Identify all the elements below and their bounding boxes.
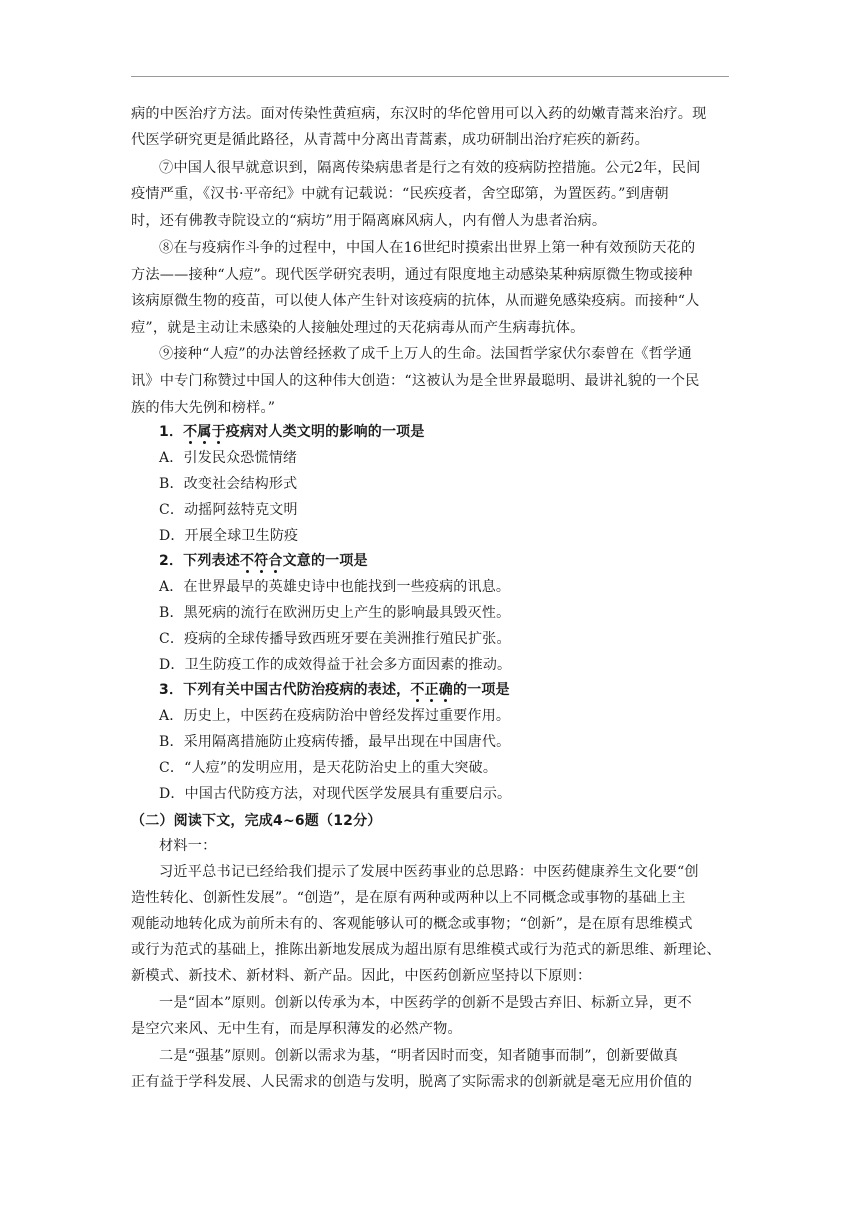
material-line: 新模式、新技术、新材料、新产品。因此，中医药创新应坚持以下原则： <box>131 968 592 984</box>
option-d: D．卫生防疫工作的成效得益于社会多方面因素的推动。 <box>159 657 512 673</box>
passage-line: ⑧在与疫病作斗争的过程中，中国人在16世纪时摸索出世界上第一种有效预防天花的 <box>159 240 696 256</box>
emphasis-char: 不 <box>239 553 255 569</box>
option-c: C．疫病的全球传播导致西班牙要在美洲推行殖民扩张。 <box>159 631 511 647</box>
passage-line: ⑨接种“人痘”的办法曾经拯救了成千上万人的生命。法国哲学家伏尔泰曾在《哲学通 <box>159 346 692 362</box>
option-b: B．改变社会结构形式 <box>159 476 298 492</box>
option-a: A．历史上，中医药在疫病防治中曾经发挥过重要作用。 <box>159 708 511 724</box>
option-d: D．中国古代防疫方法，对现代医学发展具有重要启示。 <box>159 786 512 802</box>
emphasis-char: 符 <box>254 553 269 569</box>
question-text: 文意的一项是 <box>282 553 368 569</box>
passage-line: 疫情严重，《汉书·平帝纪》中就有记载说：“民疾疫者，舍空邸第，为置医药。”到唐朝 <box>131 186 669 202</box>
passage-line: 时，还有佛教寺院设立的“病坊”用于隔离麻风病人，内有僧人为患者治病。 <box>131 213 607 229</box>
passage-line: 方法——接种“人痘”。现代医学研究表明，通过有限度地主动感染某种病原微生物或接种 <box>131 267 693 283</box>
emphasis-char: 合 <box>268 553 283 569</box>
option-d: D．开展全球卫生防疫 <box>159 528 299 544</box>
emphasis-char: 确 <box>438 682 453 698</box>
question-text: 2．下列表述 <box>159 553 240 569</box>
material-line: 是空穴来风、无中生有，而是厚积薄发的必然产物。 <box>131 1021 462 1037</box>
passage-line: 痘”，就是主动让未感染的人接触处理过的天花病毒从而产生病毒抗体。 <box>131 320 585 336</box>
passage-line: ⑦中国人很早就意识到，隔离传染病患者是行之有效的疫病防控措施。公元2年，民间 <box>159 160 701 176</box>
emphasis-char: 于 <box>211 424 226 440</box>
emphasis-char: 属 <box>197 424 212 440</box>
passage-line: 讯》中专门称赞过中国人的这种伟大创造：“这被认为是全世界最聪明、最讲礼貌的一个民 <box>131 373 700 389</box>
material-line: 观能动地转化成为前所未有的、客观能够认可的概念或事物；“创新”，是在原有思维模式 <box>131 916 693 932</box>
material-label: 材料一： <box>159 838 217 854</box>
option-a: A．在世界最早的英雄史诗中也能找到一些疫病的讯息。 <box>159 579 511 595</box>
option-c: C．动摇阿兹特克文明 <box>159 502 298 518</box>
emphasis-char: 不 <box>410 682 425 698</box>
option-b: B．采用隔离措施防止疫病传播，最早出现在中国唐代。 <box>159 734 511 750</box>
material-line: 或行为范式的基础上，推陈出新地发展成为超出原有思维模式或行为范式的新思维、新理论、 <box>131 942 721 958</box>
header-rule <box>131 76 729 77</box>
material-line: 造性转化、创新性发展”。“创造”，是在原有两种或两种以上不同概念或事物的基础上主 <box>131 890 686 906</box>
question-number: 1． <box>159 424 184 440</box>
question-1 <box>159 422 759 442</box>
passage-line: 该病原微生物的疫苗，可以使人体产生针对该疫病的抗体，从而避免感染疫病。而接种“人 <box>131 293 700 309</box>
section-heading: （二）阅读下文，完成4~6题（12分） <box>131 813 382 829</box>
option-c: C．“人痘”的发明应用，是天花防治史上的重大突破。 <box>159 760 498 776</box>
question-text: 的一项是 <box>452 682 510 698</box>
question-text: 3．下列有关中国古代防治疫病的表述， <box>159 682 411 698</box>
option-a: A．引发民众恐慌情绪 <box>159 450 298 466</box>
question-3 <box>159 680 759 700</box>
material-line: 习近平总书记已经给我们提示了发展中医药事业的总思路：中医药健康养生文化要“创 <box>159 864 699 880</box>
question-text: 疫病对人类文明的影响的一项是 <box>225 424 425 440</box>
emphasis-char: 正 <box>424 682 439 698</box>
material-line: 二是“强基”原则。创新以需求为基，“明者因时而变，知者随事而制”，创新要做真 <box>159 1048 678 1064</box>
passage-line: 族的伟大先例和榜样。” <box>131 400 276 416</box>
emphasis-text <box>410 682 453 698</box>
material-line: 一是“固本”原则。创新以传承为本，中医药学的创新不是毁古弃旧、标新立异，更不 <box>159 995 692 1011</box>
passage-line: 代医学研究更是循此路径，从青蒿中分离出青蒿素，成功研制出治疗疟疾的新药。 <box>131 132 649 148</box>
passage-line: 病的中医治疗方法。面对传染性黄疸病，东汉时的华佗曾用可以入药的幼嫩青蒿来治疗。现 <box>131 106 707 122</box>
option-b: B．黑死病的流行在欧洲历史上产生的影响最具毁灭性。 <box>159 605 511 621</box>
question-2 <box>159 551 759 571</box>
emphasis-text <box>183 424 226 440</box>
emphasis-text <box>240 553 283 569</box>
emphasis-char: 不 <box>183 424 198 440</box>
material-line: 正有益于学科发展、人民需求的创造与发明，脱离了实际需求的创新就是毫无应用价值的 <box>131 1074 693 1090</box>
